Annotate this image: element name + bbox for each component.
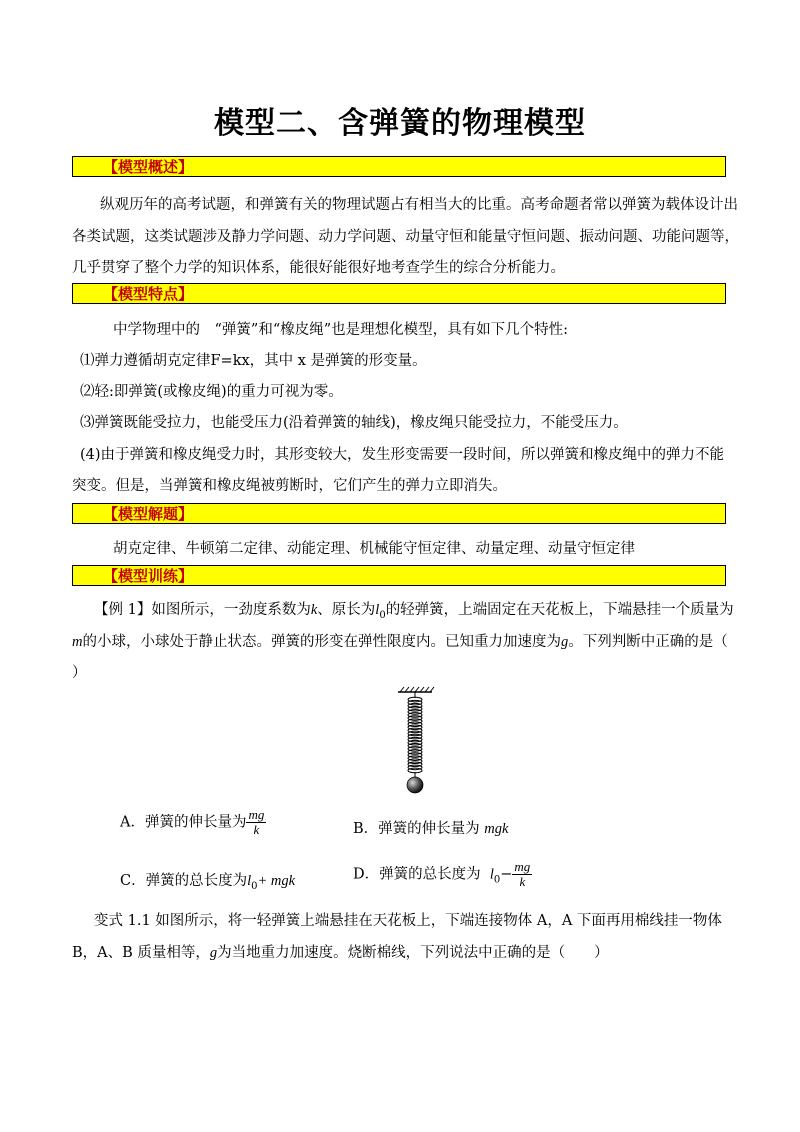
variant-line1: 变式 1.1 如图所示，将一轻弹簧上端悬挂在天花板上，下端连接物体 A，A 下面再用棉线挂一物体	[94, 913, 722, 929]
example1-line2: m的小球，小球处于静止状态。弹簧的形变在弹性限度内。已知重力加速度为g。下列判断中正确的是（	[72, 634, 728, 650]
fraction: $\frac{mg}{k}$	[514, 859, 531, 889]
option-b[interactable]: B．弹簧的伸长量为 mgk	[353, 821, 509, 837]
option-d[interactable]: D．弹簧的总长度为 $l_0-$ $\frac{mg}{k}$	[353, 859, 531, 889]
option-a[interactable]: A．弹簧的伸长量为 $\frac{mg}{k}$	[120, 807, 265, 837]
example1-line3: ）	[72, 665, 87, 681]
page-title: 模型二、含弹簧的物理模型	[214, 106, 586, 141]
features-intro: 中学物理中的 “弹簧”和“橡皮绳”也是理想化模型，具有如下几个特性:	[113, 322, 569, 338]
variant-line2: B，A、B 质量相等，g为当地重力加速度。烧断棉线，下列说法中正确的是（ ）	[72, 945, 609, 961]
section-heading: 【模型概述】	[103, 158, 194, 176]
section-heading: 【模型训练】	[103, 567, 194, 585]
solving-text: 胡克定律、牛顿第二定律、动能定理、机械能守恒定律、动量定理、动量守恒定律	[113, 541, 635, 557]
section-header-features	[72, 283, 726, 304]
option-c[interactable]: C．弹簧的总长度为$l_0+$ mgk	[120, 873, 296, 892]
example1-line1: 【例 1】如图所示，一劲度系数为k、原长为$l_0$的轻弹簧，上端固定在天花板上，下端悬挂一个质量为	[94, 602, 734, 621]
feature-item: ⑴弹力遵循胡克定律F=kx，其中 x 是弹簧的形变量。	[80, 353, 427, 369]
section-heading: 【模型解题】	[103, 505, 194, 523]
ceiling-icon	[398, 687, 434, 692]
ball-icon	[407, 777, 423, 793]
feature-item: ⑵轻:即弹簧(或橡皮绳)的重力可视为零。	[80, 384, 343, 400]
section-header-solving	[72, 503, 726, 524]
feature-item: (4)由于弹簧和橡皮绳受力时，其形变较大，发生形变需要一段时间，所以弹簧和橡皮绳中的弹力不能	[80, 447, 725, 463]
section-header-training	[72, 565, 726, 586]
feature-item: 突变。但是，当弹簧和橡皮绳被剪断时，它们产生的弹力立即消失。	[72, 478, 507, 494]
paragraph-line: 各类试题，这类试题涉及静力学问题、动力学问题、动量守恒和能量守恒问题、振动问题、功能问题等，	[72, 229, 739, 245]
section-heading: 【模型特点】	[103, 285, 194, 303]
feature-item: ⑶弹簧既能受拉力，也能受压力(沿着弹簧的轴线)，橡皮绳只能受拉力，不能受压力。	[80, 415, 628, 431]
fraction: $\frac{mg}{k}$	[248, 807, 265, 837]
spring-coil-icon	[408, 692, 422, 773]
paragraph-line: 几乎贯穿了整个力学的知识体系，能很好能很好地考查学生的综合分析能力。	[72, 260, 565, 276]
spring-figure	[392, 686, 438, 794]
paragraph-line: 纵观历年的高考试题，和弹簧有关的物理试题占有相当大的比重。高考命题者常以弹簧为载体设计出	[100, 197, 738, 213]
section-header-overview	[72, 156, 726, 177]
